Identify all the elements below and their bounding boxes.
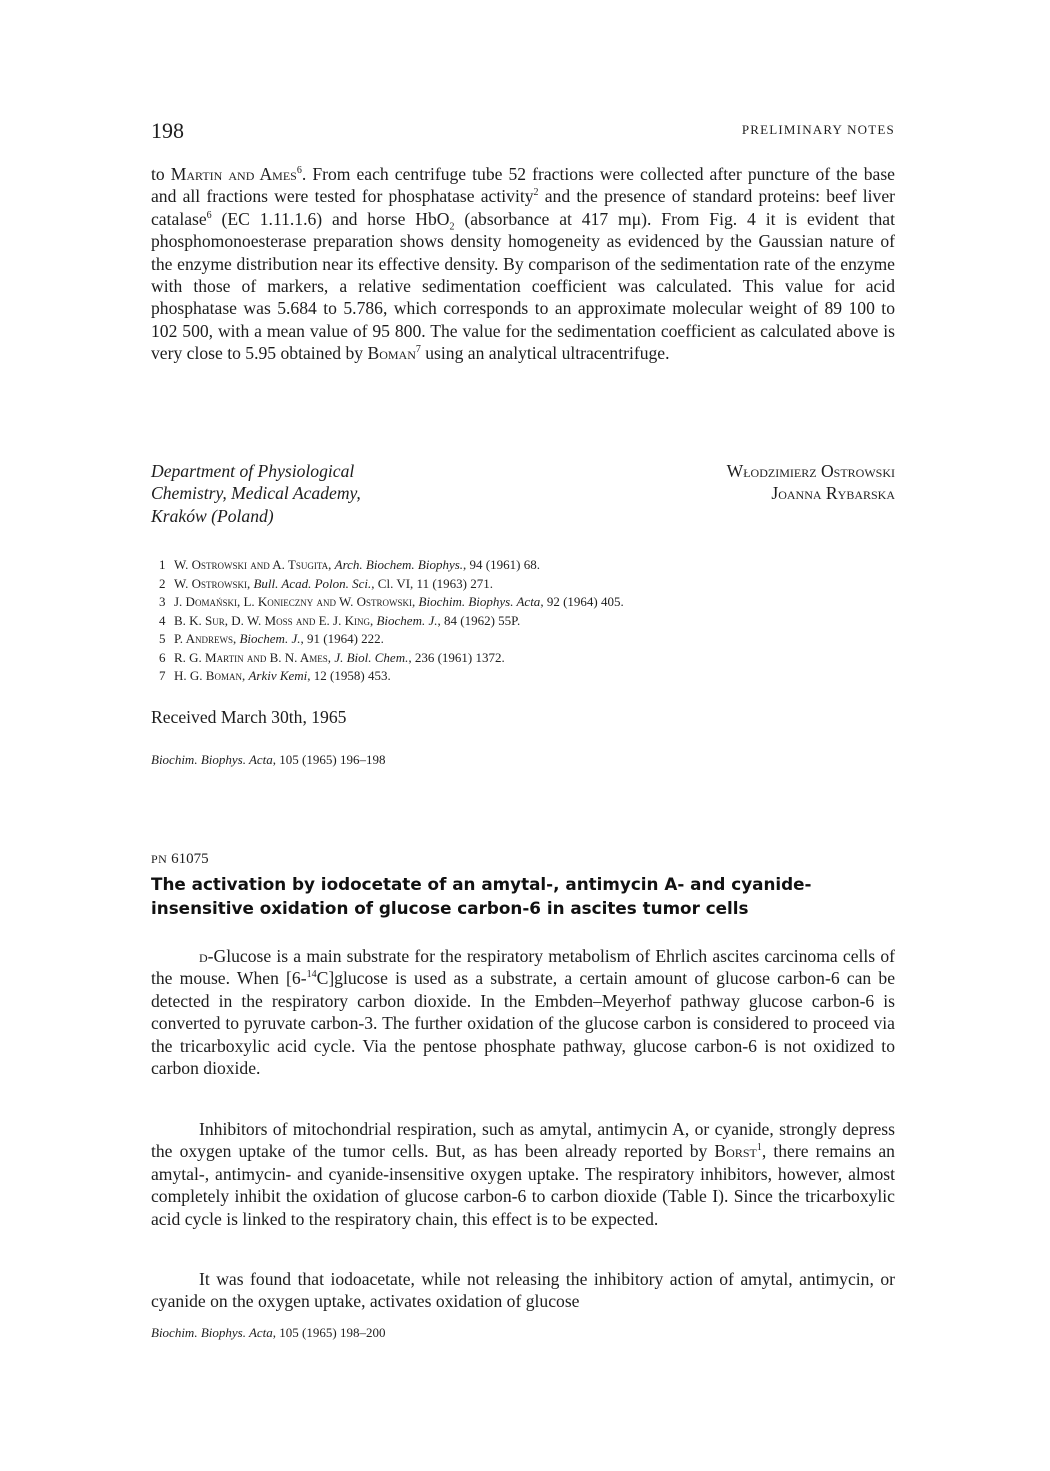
text-run: . From each centrifuge tube 52 fractions were collected after puncture of the base and all fractions were tested for phosphatase activity [151, 164, 895, 207]
citation-details: , 105 (1965) 198–200 [272, 1325, 386, 1340]
text-run: to [151, 164, 171, 184]
text-run: and the presence of standard proteins: beef liver catalase [151, 186, 896, 229]
reference-number: 6 [159, 649, 166, 665]
reference-journal: Biochem. J. [376, 612, 438, 628]
running-head: PRELIMINARY NOTES [741, 122, 895, 137]
reference-mark: 7 [415, 344, 421, 356]
reference-authors: J. Domański, L. Konieczny and W. Ostrowski, [174, 594, 419, 609]
author-name: Borst [714, 1141, 757, 1162]
text-run: It was found that iodoacetate, while not releasing the inhibitory action of amytal, antimycin, or cyanide on the oxygen uptake, activates oxidation of glucose [151, 1269, 895, 1312]
reference-mark: 6 [206, 209, 212, 221]
journal-citation [151, 752, 385, 768]
reference-number: 3 [159, 594, 166, 609]
page-header [151, 118, 895, 142]
affiliation [151, 460, 361, 527]
received-date: Received March 30th, 1965 [151, 707, 347, 727]
text-run: (absorbance at 417 mμ). From Fig. 4 it is evident that phosphomonoesterase preparation shows density homogeneity as evidenced by the Gaussian nature of the enzyme distribution near its effective density. By comparison of the sedimentation rate of the enzyme with those of markers, a relative sedimentation coefficient was calculated. This value for acid phosphatase was 5.684 to 5.786, which corresponds to an approximate molecular weight of 89 100 to 102 500, with a mean value of 95 800. The value for the sedimentation coefficient as calculated above is very close to 5.95 obtained by [151, 208, 895, 364]
subscript: 2 [449, 221, 455, 233]
text-run: (EC 1.11.1.6) and horse HbO [211, 208, 450, 229]
reference-authors: W. Ostrowski and A. Tsugita, [174, 557, 335, 572]
reference-item [159, 667, 624, 686]
text-run: C]glucose is used as a substrate, a certain amount of glucose carbon-6 can be detected in the respiratory carbon dioxide. In the Embden–Meyerhof pathway glucose carbon-6 is converted to pyruvate carbon-3. The further oxidation of the glucose carbon is considered to proceed via the tricarboxylic acid cycle. Via the pentose phosphate pathway, glucose carbon-6 is not oxidized to carbon dioxide. [151, 968, 895, 1079]
body-paragraph [151, 945, 895, 1079]
reference-journal: Biochim. Biophys. Acta [418, 594, 541, 609]
author-name: Włodzimierz Ostrowski [726, 461, 895, 481]
reference-details: , 12 (1958) 453. [307, 668, 391, 683]
continuation-paragraph [151, 163, 895, 365]
text-run: , there remains an amytal-, antimycin- and cyanide-insensitive oxygen uptake. The respiratory inhibitors, however, almost completely inhibit the oxidation of glucose carbon-6 to carbon dioxide (Table I). Since the tricarboxylic acid cycle is linked to the respiratory chain, this effect is to be expected. [151, 1141, 895, 1229]
reference-authors: H. G. Boman, [174, 668, 249, 683]
reference-authors: P. Andrews, [174, 631, 240, 646]
reference-mark: 6 [296, 165, 302, 177]
page-number: 198 [151, 118, 184, 143]
reference-details: , 84 (1962) 55P. [437, 612, 521, 628]
reference-journal: J. Biol. Chem. [334, 649, 409, 665]
reference-details: , Cl. VI, 11 (1963) 271. [371, 575, 493, 591]
citation-details: , 105 (1965) 196–198 [272, 752, 386, 767]
isotope-mark: 14 [306, 969, 317, 981]
reference-details: , 236 (1961) 1372. [408, 649, 505, 665]
reference-item [159, 593, 624, 612]
reference-number: 2 [159, 575, 166, 591]
body-paragraph [151, 1118, 895, 1230]
pn-label: PN [151, 852, 168, 866]
body-paragraph [151, 1268, 895, 1313]
journal-citation [151, 1325, 385, 1341]
reference-journal: Arkiv Kemi [248, 668, 308, 683]
reference-item [159, 612, 624, 631]
d-prefix: d [199, 946, 208, 966]
affiliation-line: Kraków (Poland) [151, 505, 274, 526]
pn-number: 61075 [171, 851, 209, 867]
reference-journal: Arch. Biochem. Biophys. [334, 557, 464, 572]
citation-journal: Biochim. Biophys. Acta [151, 752, 273, 767]
affiliation-line: Department of Physiological [151, 461, 355, 481]
reference-number: 1 [159, 557, 166, 572]
reference-item [159, 556, 624, 575]
reference-item [159, 649, 624, 668]
reference-details: , 91 (1964) 222. [300, 631, 384, 646]
author-name: Martin and Ames [170, 164, 297, 184]
reference-item [159, 575, 624, 594]
reference-authors: W. Ostrowski, [174, 575, 254, 591]
reference-details: , 94 (1961) 68. [463, 557, 540, 572]
reference-item [159, 630, 624, 649]
citation-journal: Biochim. Biophys. Acta [151, 1325, 273, 1340]
reference-number: 7 [159, 668, 166, 683]
author-name: Joanna Rybarska [771, 483, 895, 504]
reference-list [159, 556, 624, 686]
text-run: -Glucose is a main substrate for the respiratory metabolism of Ehrlich ascites carcinoma cells of the mouse. When [6- [151, 946, 895, 989]
reference-authors: B. K. Sur, D. W. Moss and E. J. King, [174, 612, 377, 628]
reference-details: , 92 (1964) 405. [540, 594, 624, 609]
text-run: Inhibitors of mitochondrial respiration, such as amytal, antimycin A, or cyanide, strongly depress the oxygen uptake of the tumor cells. But, as has been already reported by [151, 1119, 895, 1162]
pn-code [151, 851, 209, 868]
article-title: The activation by iodocetate of an amytal-, antimycin A- and cyanide-insensitive oxidation of glucose carbon-6 in ascites tumor cells [151, 874, 812, 918]
reference-journal: Biochem. J. [239, 631, 301, 646]
reference-number: 5 [159, 631, 166, 646]
reference-mark: 1 [756, 1142, 762, 1154]
affiliation-line: Chemistry, Medical Academy, [151, 483, 361, 504]
author-name: Boman [367, 343, 416, 364]
reference-journal: Bull. Acad. Polon. Sci. [253, 575, 372, 591]
text-run: using an analytical ultracentrifuge. [420, 343, 670, 364]
reference-number: 4 [159, 612, 166, 628]
author-signature [727, 460, 895, 505]
reference-authors: R. G. Martin and B. N. Ames, [174, 649, 335, 665]
reference-mark: 2 [533, 187, 539, 199]
